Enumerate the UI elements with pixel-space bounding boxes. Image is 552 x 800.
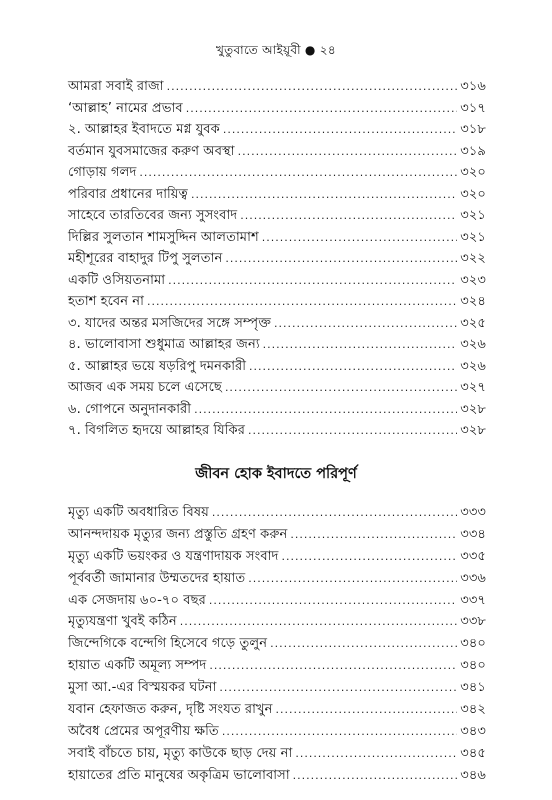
section-heading: জীবন হোক ইবাদতে পরিপূর্ণ — [195, 466, 357, 482]
toc-entry — [68, 721, 486, 743]
toc-entry — [68, 743, 486, 765]
toc-entry-title: পূর্ববর্তী জামানার উম্মতদের হায়াত — [68, 570, 246, 586]
toc-entry-page: ৩৩৮ — [460, 614, 486, 630]
toc-entry-page: ৩২০ — [460, 186, 486, 202]
toc-entry-page: ৩২৩ — [460, 272, 486, 288]
toc-entry — [68, 227, 486, 249]
toc-entry — [68, 655, 486, 677]
toc-entry — [68, 98, 486, 120]
dot-leader — [139, 162, 457, 184]
toc-entry-title: সবাই বাঁচতে চায়, মৃত্যু কাউকে ছাড় দেয় না — [68, 745, 293, 761]
dot-leader — [262, 227, 458, 249]
toc-entry-title: দিল্লির সুলতান শামসুদ্দিন আলতামাশ — [68, 229, 259, 245]
toc-list-part2 — [68, 502, 486, 787]
toc-entry-title: হতাশ হবেন না — [68, 294, 144, 309]
dot-leader — [225, 377, 457, 399]
dot-leader — [209, 655, 457, 677]
toc-entry-title: যবান হেফাজত করুন, দৃষ্টি সংযত রাখুন — [68, 702, 273, 717]
toc-list-part1 — [68, 76, 486, 442]
toc-entry-page: ৩২১ — [460, 208, 486, 223]
toc-entry — [68, 677, 486, 699]
dot-leader — [240, 205, 457, 227]
toc-entry-title: অবৈধ প্রেমের অপূরণীয় ক্ষতি — [68, 723, 219, 739]
dot-leader — [168, 270, 457, 292]
toc-entry-title: বর্তমান যুবসমাজের করুণ অবস্থা — [68, 143, 235, 159]
dot-leader — [274, 313, 457, 335]
toc-entry — [68, 162, 486, 184]
toc-entry — [68, 356, 486, 378]
toc-entry — [68, 546, 486, 568]
toc-entry — [68, 568, 486, 590]
toc-entry-page: ৩৪২ — [460, 702, 486, 717]
toc-entry-title: ৬. গোপনে অনুদানকারী — [68, 401, 192, 417]
toc-entry — [68, 502, 486, 524]
toc-entry — [68, 270, 486, 292]
dot-leader — [248, 568, 457, 590]
dot-leader — [194, 399, 457, 421]
toc-entry-title: হায়াত একটি অমূল্য সম্পদ — [68, 658, 207, 674]
dot-leader — [270, 633, 457, 655]
toc-entry — [68, 765, 486, 787]
toc-entry-title: আমরা সবাই রাজা — [68, 79, 164, 94]
toc-entry — [68, 76, 486, 98]
dot-leader — [186, 98, 458, 120]
toc-entry — [68, 699, 486, 721]
toc-entry-title: ‘আল্লাহ’ নামের প্রভাব — [68, 100, 183, 116]
toc-entry-page: ৩২৫ — [460, 315, 486, 331]
toc-entry-title: ৩. যাদের অন্তর মসজিদের সঙ্গে সম্পৃক্ত — [68, 315, 272, 331]
dot-leader — [191, 184, 457, 206]
toc-entry-title: মৃত্যু একটি অবধারিত বিষয় — [68, 504, 209, 520]
toc-entry-page: ৩৩৫ — [460, 548, 486, 564]
toc-entry — [68, 119, 486, 141]
toc-entry-page: ৩২৮ — [460, 423, 486, 438]
dot-leader — [290, 524, 457, 546]
dot-leader — [263, 334, 458, 356]
toc-entry-page: ৩৪৬ — [460, 767, 486, 783]
toc-entry-page: ৩৪০ — [460, 636, 486, 652]
toc-entry — [68, 334, 486, 356]
toc-entry-title: মহীশূরের বাহাদুর টিপু সুলতান — [68, 251, 223, 266]
toc-entry — [68, 248, 486, 270]
dot-leader — [281, 546, 457, 568]
toc-entry-title: হায়াতের প্রতি মানুষের অকৃত্রিম ভালোবাসা — [68, 767, 290, 783]
toc-entry-title: ৫. আল্লাহর ভয়ে ষড়রিপু দমনকারী — [68, 358, 247, 374]
toc-entry-title: মৃত্যু একটি ভয়ংকর ও যন্ত্রণাদায়ক সংবাদ — [68, 548, 279, 564]
toc-entry — [68, 420, 486, 442]
toc-entry-page: ৩৩৩ — [460, 504, 486, 520]
toc-entry-title: ৭. বিগলিত হৃদয়ে আল্লাহর যিকির — [68, 423, 246, 438]
toc-entry-page: ৩১৬ — [460, 79, 486, 94]
dot-leader — [295, 743, 457, 765]
toc-entry-page: ৩১৭ — [460, 100, 486, 116]
toc-entry-title: এক সেজদায় ৬০-৭০ বছর — [68, 592, 206, 608]
toc-entry-page: ৩৩৪ — [460, 526, 486, 542]
toc-entry-title: মৃত্যুযন্ত্রণা খুবই কঠিন — [68, 614, 177, 630]
toc-entry-page: ৩৪৩ — [460, 723, 486, 739]
toc-entry-title: সাহেবে তারতিবের জন্য সুসংবাদ — [68, 208, 238, 223]
dot-leader — [209, 590, 457, 612]
dot-leader — [222, 721, 457, 743]
toc-entry-page: ৩২০ — [460, 165, 486, 180]
toc-entry-page: ৩২৭ — [460, 380, 486, 395]
toc-entry-title: জিন্দেগিকে বন্দেগি হিসেবে গড়ে তুলুন — [68, 636, 268, 652]
running-header: খুতুবাতে আইয়ূবী ● ২৪ — [216, 43, 336, 57]
toc-entry — [68, 611, 486, 633]
toc-entry-page: ৩১৮ — [460, 122, 486, 137]
toc-entry-page: ৩৪০ — [460, 658, 486, 674]
dot-leader — [238, 141, 458, 163]
toc-entry-title: গোড়ায় গলদ — [68, 165, 137, 180]
toc-entry-title: আনন্দদায়ক মৃত্যুর জন্য প্রস্তুতি গ্রহণ করুন — [68, 526, 288, 542]
toc-entry-page: ৩২৬ — [460, 337, 486, 352]
toc-entry — [68, 313, 486, 335]
dot-leader — [223, 119, 457, 141]
dot-leader — [180, 611, 458, 633]
toc-entry-page: ৩৪৫ — [460, 745, 486, 761]
toc-entry-page: ৩৩৬ — [460, 570, 486, 586]
toc-entry — [68, 205, 486, 227]
dot-leader — [219, 677, 457, 699]
toc-entry-page: ৩২৮ — [460, 401, 486, 417]
dot-leader — [276, 699, 458, 721]
dot-leader — [293, 765, 458, 787]
toc-entry-page: ৩২১ — [460, 229, 486, 245]
toc-entry-page: ৩২৬ — [460, 358, 486, 374]
toc-entry — [68, 141, 486, 163]
toc-entry — [68, 184, 486, 206]
toc-entry-title: একটি ওসিয়তনামা — [68, 272, 166, 288]
toc-entry-title: ৪. ভালোবাসা শুধুমাত্র আল্লাহর জন্য — [68, 337, 260, 352]
toc-entry — [68, 590, 486, 612]
toc-entry-title: ২. আল্লাহর ইবাদতে মগ্ন যুবক — [68, 122, 220, 137]
toc-entry — [68, 291, 486, 313]
toc-entry — [68, 524, 486, 546]
dot-leader — [147, 291, 457, 313]
dot-leader — [249, 356, 457, 378]
dot-leader — [167, 76, 458, 98]
toc-entry-page: ৩৩৭ — [460, 592, 486, 608]
toc-entry — [68, 633, 486, 655]
toc-entry-page: ৩১৯ — [460, 143, 486, 159]
toc-entry — [68, 399, 486, 421]
toc-entry-title: আজব এক সময় চলে এসেছে — [68, 380, 222, 395]
dot-leader — [225, 248, 457, 270]
toc-entry — [68, 377, 486, 399]
toc-entry-page: ৩২৪ — [460, 294, 486, 309]
dot-leader — [248, 420, 457, 442]
toc-entry-page: ৩২২ — [460, 251, 486, 266]
dot-leader — [212, 502, 457, 524]
toc-entry-title: পরিবার প্রধানের দায়িত্ব — [68, 186, 188, 202]
toc-entry-page: ৩৪১ — [460, 680, 486, 696]
toc-entry-title: মুসা আ.-এর বিস্ময়কর ঘটনা — [68, 680, 217, 696]
